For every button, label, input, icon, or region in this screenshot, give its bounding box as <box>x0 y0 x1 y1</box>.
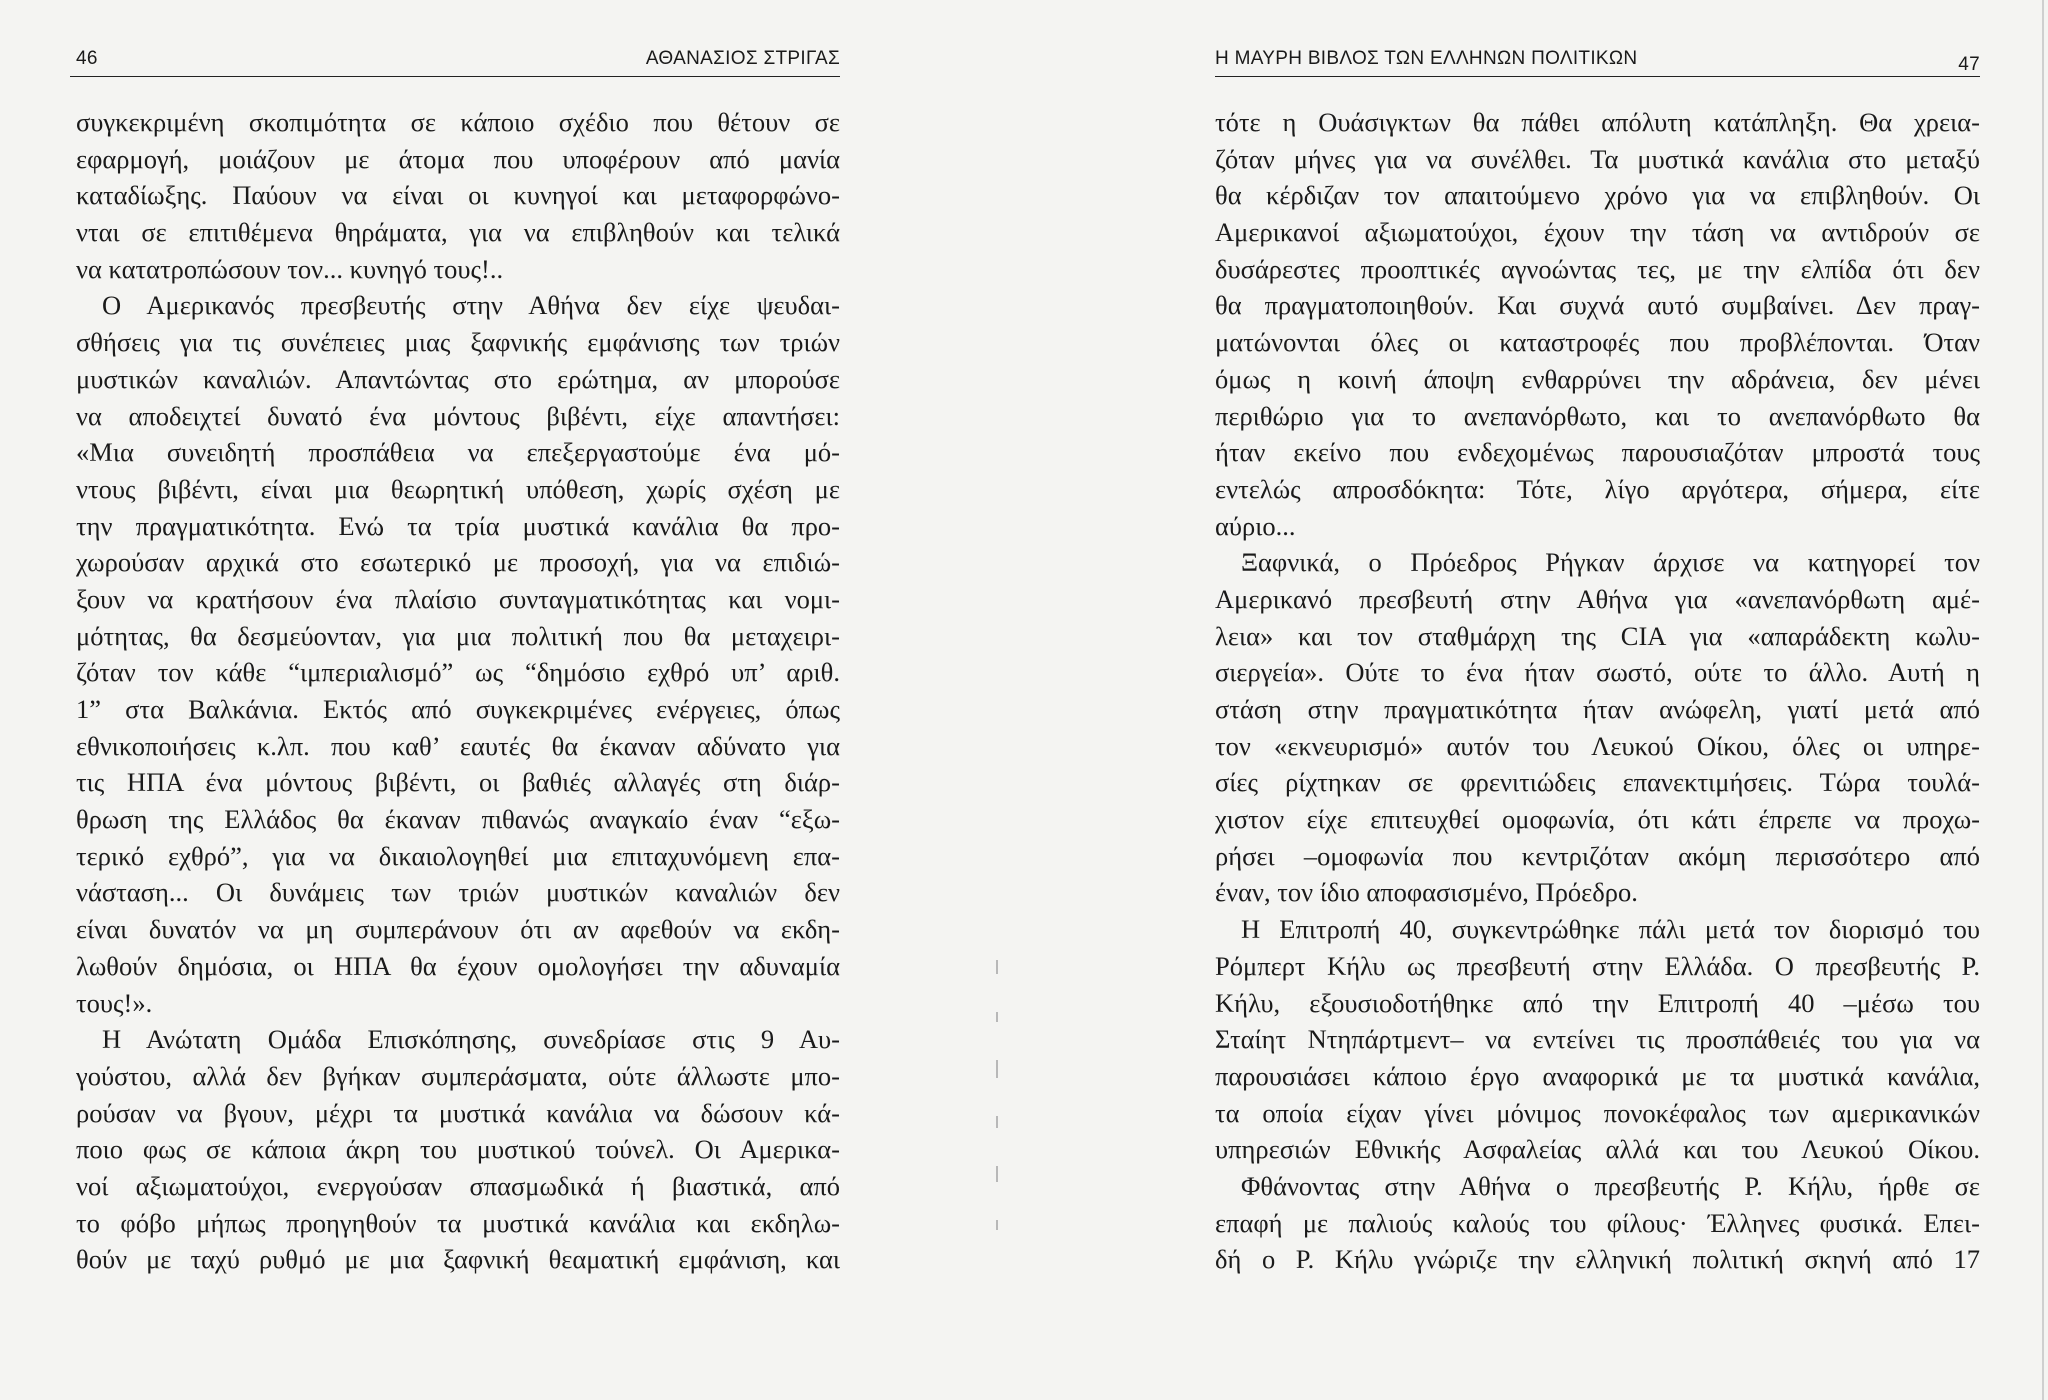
text-line: Ξαφνικά, ο Πρόεδρος Ρήγκαν άρχισε να κατηγορεί τον <box>1241 547 1980 578</box>
text-line: νάσταση... Οι δυνάμεις των τριών μυστικών καναλιών δεν <box>76 877 840 908</box>
running-head: Η ΜΑΥΡΗ ΒΙΒΛΟΣ ΤΩΝ ΕΛΛΗΝΩΝ ΠΟΛΙΤΙΚΩΝ <box>1215 48 1638 69</box>
text-line: ξουν να κρατήσουν ένα πλαίσιο συνταγματικότητας και νομι- <box>76 583 840 614</box>
text-line: λεια» και τον σταθμάρχη της CIA για «απαράδεκτη κωλυ- <box>1215 620 1980 651</box>
text-line: χιστον είχε επιτευχθεί ομοφωνία, ότι κάτι έπρεπε να προχω- <box>1215 804 1980 835</box>
text-line: νοί αξιωματούχοι, ενεργούσαν σπασμωδικά ή βιαστικά, από <box>76 1170 840 1201</box>
left-page <box>70 0 840 1400</box>
gutter-marks <box>996 960 998 1400</box>
text-line: όμως η κοινή άποψη ενθαρρύνει την αδράνεια, δεν μένει <box>1215 363 1980 394</box>
left-page-header <box>70 42 840 77</box>
text-line: δή ο Ρ. Κήλυ γνώριζε την ελληνική πολιτική σκηνή από 17 <box>1215 1244 1980 1275</box>
text-line: να κατατροπώσουν τον... κυνηγό τους!.. <box>76 253 504 284</box>
text-line: Ρόμπερτ Κήλυ ως πρεσβευτή στην Ελλάδα. Ο πρεσβευτής Ρ. <box>1215 950 1980 981</box>
text-line: συγκεκριμένη σκοπιμότητα σε κάποιο σχέδιο που θέτουν σε <box>76 107 840 137</box>
text-line: «Μια συνειδητή προσπάθεια να επεξεργαστούμε ένα μό- <box>76 437 840 468</box>
text-line: αύριο... <box>1215 510 1296 541</box>
text-line: Ο Αμερικανός πρεσβευτής στην Αθήνα δεν είχε ψευδαι- <box>102 290 840 321</box>
text-line: τον «εκνευρισμό» αυτόν του Λευκού Οίκου, όλες οι υπηρε- <box>1215 730 1980 761</box>
text-line: θούν με ταχύ ρυθμό με μια ξαφνική θεαματική εμφάνιση, και <box>76 1244 840 1275</box>
text-line: λωθούν δημόσια, οι ΗΠΑ θα έχουν ομολογήσει την αδυναμία <box>76 950 840 981</box>
text-line: Η Επιτροπή 40, συγκεντρώθηκε πάλι μετά τον διορισμό του <box>1241 914 1980 945</box>
text-line: μυστικών καναλιών. Απαντώντας στο ερώτημα, αν μπορούσε <box>76 363 840 394</box>
text-line: υπηρεσιών Εθνικής Ασφαλείας αλλά και του Λευκού Οίκου. <box>1215 1134 1980 1165</box>
text-line: Κήλυ, εξουσιοδοτήθηκε από την Επιτροπή 40 –μέσω του <box>1215 987 1980 1018</box>
text-line: Αμερικανοί αξιωματούχοι, έχουν την τάση να αντιδρούν σε <box>1215 217 1980 248</box>
page-number: 47 <box>1958 54 1980 75</box>
text-line: παρουσιάσει κάποιο έργο αναφορικά με τα μυστικά κανάλια, <box>1215 1060 1980 1091</box>
text-line: ντους βιβέντι, είναι μια θεωρητική υπόθεση, χωρίς σχέση με <box>76 473 840 504</box>
text-line: να αποδειχτεί δυνατό ένα μόντους βιβέντι, είχε απαντήσει: <box>76 400 840 431</box>
text-line: ζόταν μήνες για να συνέλθει. Τα μυστικά κανάλια στο μεταξύ <box>1215 143 1980 174</box>
text-line: μότητας, θα δεσμεύονταν, για μια πολιτική που θα μεταχειρι- <box>76 620 840 651</box>
text-line: τα οποία είχαν γίνει μόνιμος πονοκέφαλος των αμερικανικών <box>1215 1097 1980 1128</box>
text-line: ρούσαν να βγουν, μέχρι τα μυστικά κανάλια να δώσουν κά- <box>76 1097 840 1128</box>
text-line: εφαρμογή, μοιάζουν με άτομα που υποφέρουν από μανία <box>76 143 840 174</box>
text-line: Φθάνοντας στην Αθήνα ο πρεσβευτής Ρ. Κήλυ, ήρθε σε <box>1241 1170 1980 1201</box>
text-line: Σταίητ Ντηπάρτμεντ– να εντείνει τις προσπάθειές του για να <box>1215 1024 1980 1055</box>
text-line: το φόβο μήπως προηγηθούν τα μυστικά κανάλια και εκδηλω- <box>76 1207 840 1238</box>
right-page <box>1215 0 1980 1400</box>
text-line: επαφή με παλιούς καλούς του φίλους· Έλληνες φυσικά. Επει- <box>1215 1207 1980 1238</box>
text-line: έναν, τον ίδιο αποφασισμένο, Πρόεδρο. <box>1215 877 1638 908</box>
page-edge <box>2042 0 2044 1400</box>
right-page-header <box>1215 42 1980 77</box>
text-line: στάση στην πραγματικότητα ήταν ανώφελη, γιατί μετά από <box>1215 694 1980 724</box>
text-line: σιεργεία». Ούτε το ένα ήταν σωστό, ούτε το άλλο. Αυτή η <box>1215 657 1980 688</box>
text-line: θα κέρδιζαν τον απαιτούμενο χρόνο για να επιβληθούν. Οι <box>1215 180 1980 211</box>
text-line: είναι δυνατόν να μη συμπεράνουν ότι αν αφεθούν να εκδη- <box>76 914 840 945</box>
running-head: ΑΘΑΝΑΣΙΟΣ ΣΤΡΙΓΑΣ <box>645 48 840 69</box>
right-page-body <box>1215 104 1980 1278</box>
page-number: 46 <box>76 48 98 69</box>
text-line: γούστου, αλλά δεν βγήκαν συμπεράσματα, ούτε άλλωστε μπο- <box>76 1060 840 1091</box>
text-line: ήταν εκείνο που ενδεχομένως παρουσιαζόταν μπροστά τους <box>1215 437 1980 468</box>
text-line: τους!». <box>76 987 153 1018</box>
text-line: εντελώς απροσδόκητα: Τότε, λίγο αργότερα, σήμερα, είτε <box>1215 473 1980 504</box>
text-line: τότε η Ουάσιγκτων θα πάθει απόλυτη κατάπληξη. Θα χρεια- <box>1215 107 1980 137</box>
left-page-body <box>76 104 840 1278</box>
text-line: σίες ρίχτηκαν σε φρενιτιώδεις επανεκτιμήσεις. Τώρα τουλά- <box>1215 767 1980 798</box>
text-line: τερικό εχθρό”, για να δικαιολογηθεί μια επιταχυνόμενη επα- <box>76 840 840 871</box>
text-line: σθήσεις για τις συνέπειες μιας ξαφνικής εμφάνισης των τριών <box>76 327 840 358</box>
text-line: θρωση της Ελλάδος θα έκαναν πιθανώς αναγκαίο έναν “εξω- <box>76 804 840 835</box>
text-line: ποιο φως σε κάποια άκρη του μυστικού τούνελ. Οι Αμερικα- <box>76 1134 840 1165</box>
text-line: ζόταν τον κάθε “ιμπεριαλισμό” ως “δημόσιο εχθρό υπ’ αριθ. <box>76 657 840 688</box>
text-line: τις ΗΠΑ ένα μόντους βιβέντι, οι βαθιές αλλαγές στη διάρ- <box>76 767 840 798</box>
text-line: την πραγματικότητα. Ενώ τα τρία μυστικά κανάλια θα προ- <box>76 510 840 541</box>
text-line: νται σε επιτιθέμενα θηράματα, για να επιβληθούν και τελικά <box>76 217 840 248</box>
text-line: δυσάρεστες προοπτικές αγνοώντας τες, με την ελπίδα ότι δεν <box>1215 253 1980 284</box>
text-line: 1” στα Βαλκάνια. Εκτός από συγκεκριμένες ενέργειες, όπως <box>76 694 840 724</box>
text-line: καταδίωξης. Παύουν να είναι οι κυνηγοί και μεταφορφώνο- <box>76 180 840 211</box>
text-line: περιθώριο για το ανεπανόρθωτο, και το ανεπανόρθωτο θα <box>1215 400 1980 431</box>
text-line: ρήσει –ομοφωνία που κεντριζόταν ακόμη περισσότερο από <box>1215 840 1980 871</box>
text-line: εθνικοποιήσεις κ.λπ. που καθ’ εαυτές θα έκαναν αδύνατο για <box>76 730 840 761</box>
text-line: θα πραγματοποιηθούν. Και συχνά αυτό συμβαίνει. Δεν πραγ- <box>1215 290 1980 321</box>
text-line: ματώνονται όλες οι καταστροφές που προβλέπονται. Όταν <box>1215 327 1980 358</box>
text-line: Αμερικανό πρεσβευτή στην Αθήνα για «ανεπανόρθωτη αμέ- <box>1215 583 1980 614</box>
text-line: χωρούσαν αρχικά στο εσωτερικό με προσοχή, για να επιδιώ- <box>76 547 840 578</box>
text-line: Η Ανώτατη Ομάδα Επισκόπησης, συνεδρίασε στις 9 Αυ- <box>102 1024 840 1055</box>
